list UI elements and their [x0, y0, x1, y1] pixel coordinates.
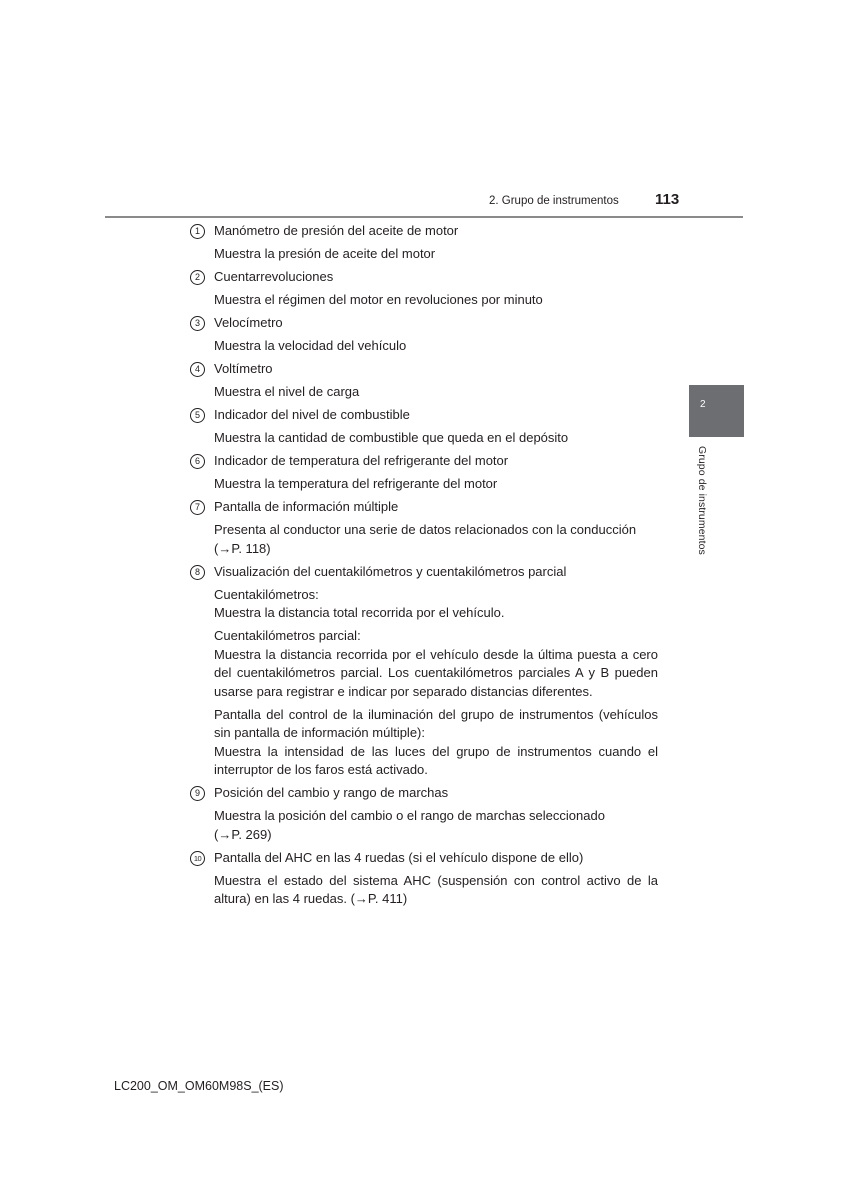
item-description: Muestra la velocidad del vehículo — [214, 338, 407, 353]
item-title-text: Cuentarrevoluciones — [214, 269, 334, 284]
item-description — [190, 807, 658, 844]
item-number: 1 — [190, 224, 205, 239]
item-description: Muestra la temperatura del refrigerante del motor — [214, 476, 498, 491]
sub-block — [190, 627, 658, 701]
item-description: Muestra el régimen del motor en revoluciones por minuto — [214, 292, 543, 307]
list-item — [190, 849, 658, 909]
content — [190, 222, 658, 913]
item-title — [190, 268, 658, 287]
sub-block-body: Muestra la distancia recorrida por el vehículo desde la última puesta a cero del cuentakilómetros parcial. Los cuentakilómetros parciales A y B pueden usarse para registrar e indicar por separado distancias diferentes. — [214, 646, 658, 699]
item-number: 5 — [190, 408, 205, 423]
item-number: 3 — [190, 316, 205, 331]
page-number: 113 — [655, 191, 680, 208]
item-description: Muestra la cantidad de combustible que queda en el depósito — [214, 430, 569, 445]
sub-block-body: Muestra la intensidad de las luces del grupo de instrumentos cuando el interruptor de los faros está activado. — [214, 743, 658, 777]
header-section-title: 2. Grupo de instrumentos — [489, 195, 619, 207]
item-title-text: Voltímetro — [214, 361, 273, 376]
sub-block — [190, 586, 658, 623]
item-title-text: Manómetro de presión del aceite de motor — [214, 223, 459, 238]
item-title — [190, 452, 658, 471]
chapter-tab-number: 2 — [700, 399, 706, 410]
item-description — [190, 521, 658, 558]
sub-block-heading: Pantalla del control de la iluminación del grupo de instrumentos (vehículos sin pantalla de información múltiple): — [214, 706, 658, 740]
item-title-text: Pantalla del AHC en las 4 ruedas (si el vehículo dispone de ello) — [214, 849, 584, 865]
item-description: Muestra la presión de aceite del motor — [214, 246, 436, 261]
item-title — [190, 498, 658, 517]
item-title — [190, 849, 658, 868]
list-item — [190, 452, 658, 494]
list-item — [190, 222, 658, 264]
list-item — [190, 406, 658, 448]
item-number: 6 — [190, 454, 205, 469]
item-title-text: Indicador de temperatura del refrigerante del motor — [214, 453, 509, 468]
item-title — [190, 784, 658, 803]
item-number: 7 — [190, 500, 205, 515]
footer-document-code: LC200_OM_OM60M98S_(ES) — [114, 1079, 284, 1093]
item-number: 9 — [190, 786, 205, 801]
list-item — [190, 563, 658, 780]
item-number: 4 — [190, 362, 205, 377]
item-title-text: Velocímetro — [214, 315, 283, 330]
item-number: 2 — [190, 270, 205, 285]
item-description-text: Presenta al conductor una serie de datos relacionados con la conducción — [214, 522, 637, 537]
item-number: 8 — [190, 565, 205, 580]
item-description-text: Muestra la posición del cambio o el rango de marchas seleccionado — [214, 808, 605, 823]
item-description: Muestra el estado del sistema AHC (suspensión con control activo de la altura) en las 4 ruedas. (→P. 411) — [214, 872, 658, 906]
sub-block-heading: Cuentakilómetros: — [214, 586, 319, 602]
chapter-tab-label: Grupo de instrumentos — [696, 446, 708, 555]
item-title — [190, 563, 658, 582]
list-item — [190, 268, 658, 310]
list-item — [190, 498, 658, 558]
page-reference: (→P. 269) — [214, 826, 272, 842]
item-title-text: Posición del cambio y rango de marchas — [214, 785, 449, 800]
item-title-text: Pantalla de información múltiple — [214, 499, 399, 514]
item-title-text: Indicador del nivel de combustible — [214, 407, 410, 422]
item-title — [190, 314, 658, 333]
list-item — [190, 314, 658, 356]
list-item — [190, 360, 658, 402]
item-title — [190, 222, 658, 241]
sub-block-body: Muestra la distancia total recorrida por el vehículo. — [214, 605, 505, 620]
sub-block-heading: Cuentakilómetros parcial: — [214, 628, 361, 643]
item-number: 10 — [190, 851, 205, 866]
header-rule — [105, 216, 743, 218]
sub-block — [190, 706, 658, 780]
chapter-tab — [689, 385, 744, 437]
item-description: Muestra el nivel de carga — [214, 384, 360, 399]
page-reference: (→P. 118) — [214, 540, 271, 556]
item-title-text: Visualización del cuentakilómetros y cuentakilómetros parcial — [214, 563, 567, 579]
list-item — [190, 784, 658, 844]
item-title — [190, 406, 658, 425]
item-title — [190, 360, 658, 379]
